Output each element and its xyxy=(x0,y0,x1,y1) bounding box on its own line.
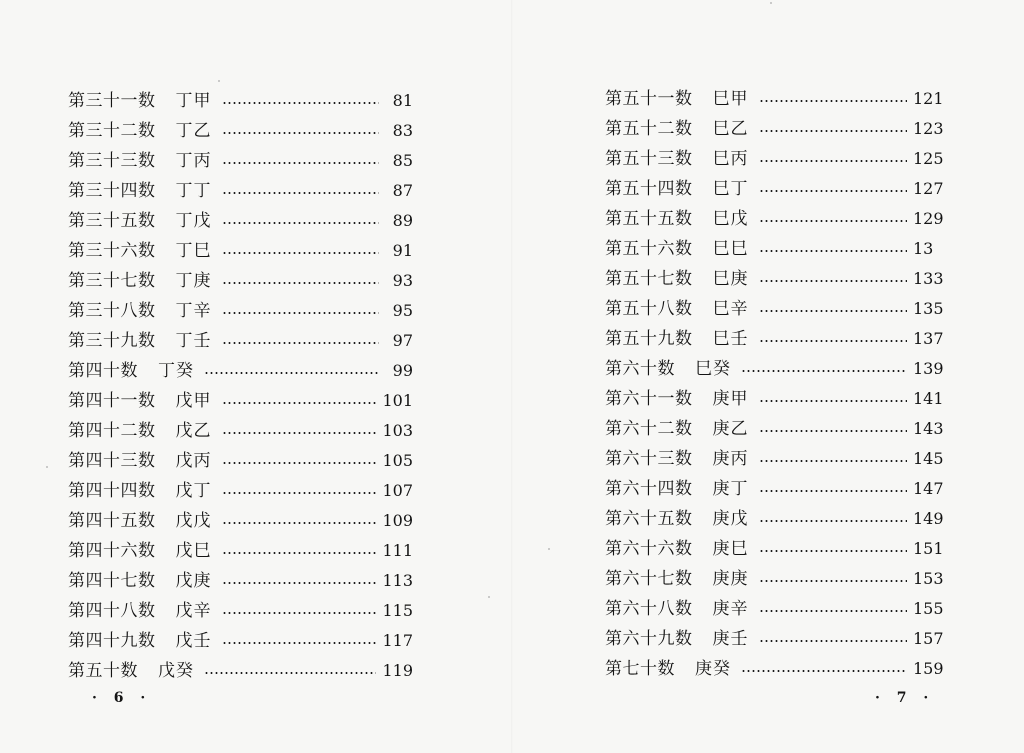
toc-entry xyxy=(605,654,945,684)
entry-page-number: 123 xyxy=(913,119,944,138)
dot-leader xyxy=(759,640,908,642)
dot-leader xyxy=(741,370,907,372)
entry-number: 第四十四数 xyxy=(68,481,156,501)
toc-entry xyxy=(68,626,413,656)
entry-number: 第三十三数 xyxy=(68,151,156,171)
entry-number: 第六十八数 xyxy=(605,599,693,619)
dot-leader xyxy=(759,250,908,252)
entry-stems: 戊辛 xyxy=(175,601,212,621)
entry-stems: 戊戊 xyxy=(175,511,212,531)
dot-leader xyxy=(759,430,908,432)
dot-leader xyxy=(204,672,376,674)
dot-leader xyxy=(759,340,908,342)
entry-page-number: 93 xyxy=(392,271,413,290)
dot-leader xyxy=(222,552,377,554)
entry-page-number: 141 xyxy=(913,389,944,408)
toc-entry xyxy=(605,84,945,114)
entry-stems: 丁壬 xyxy=(175,331,212,351)
entry-stems: 巳丁 xyxy=(712,179,749,199)
entry-number: 第三十八数 xyxy=(68,301,156,321)
entry-number: 第四十七数 xyxy=(68,571,156,591)
entry-page-number: 99 xyxy=(392,361,413,380)
entry-number: 第四十二数 xyxy=(68,421,156,441)
entry-number: 第七十数 xyxy=(605,659,675,679)
entry-stems: 丁戊 xyxy=(175,211,212,231)
entry-page-number: 109 xyxy=(382,511,413,530)
entry-stems: 庚丁 xyxy=(712,479,749,499)
entry-number: 第四十六数 xyxy=(68,541,156,561)
dot-leader xyxy=(759,310,908,312)
entry-number: 第六十一数 xyxy=(605,389,693,409)
dot-leader xyxy=(222,492,377,494)
entry-stems: 戊巳 xyxy=(175,541,212,561)
toc-entry xyxy=(605,174,945,204)
entry-number: 第四十一数 xyxy=(68,391,156,411)
dot-leader xyxy=(222,432,377,434)
toc-entry xyxy=(68,266,413,296)
entry-stems: 庚丙 xyxy=(712,449,749,469)
table-of-contents xyxy=(605,84,945,684)
toc-entry xyxy=(605,444,945,474)
dot-leader xyxy=(759,520,908,522)
entry-number: 第五十一数 xyxy=(605,89,693,109)
entry-stems: 丁丙 xyxy=(175,151,212,171)
dot-leader xyxy=(222,402,377,404)
entry-number: 第四十三数 xyxy=(68,451,156,471)
entry-number: 第六十三数 xyxy=(605,449,693,469)
toc-entry xyxy=(68,296,413,326)
entry-number: 第五十四数 xyxy=(605,179,693,199)
entry-page-number: 101 xyxy=(382,391,413,410)
entry-page-number: 137 xyxy=(913,329,944,348)
dot-leader xyxy=(222,252,380,254)
dot-leader xyxy=(222,642,377,644)
dot-leader xyxy=(759,220,908,222)
toc-entry xyxy=(605,234,945,264)
dot-leader xyxy=(759,100,908,102)
page-number: · 6 · xyxy=(92,690,152,706)
entry-page-number: 119 xyxy=(382,661,413,680)
entry-page-number: 103 xyxy=(382,421,413,440)
entry-stems: 巳辛 xyxy=(712,299,749,319)
entry-page-number: 81 xyxy=(392,91,413,110)
entry-page-number: 151 xyxy=(913,539,944,558)
toc-entry xyxy=(605,204,945,234)
paper-speck xyxy=(46,466,48,468)
toc-entry xyxy=(605,354,945,384)
paper-speck xyxy=(770,2,772,4)
entry-page-number: 95 xyxy=(392,301,413,320)
toc-entry xyxy=(68,116,413,146)
entry-number: 第三十七数 xyxy=(68,271,156,291)
entry-stems: 巳壬 xyxy=(712,329,749,349)
entry-stems: 丁甲 xyxy=(175,91,212,111)
entry-page-number: 147 xyxy=(913,479,944,498)
toc-entry xyxy=(605,414,945,444)
entry-stems: 庚癸 xyxy=(695,659,731,679)
entry-stems: 戊癸 xyxy=(158,661,194,681)
entry-stems: 庚辛 xyxy=(712,599,749,619)
entry-stems: 庚戊 xyxy=(712,509,749,529)
entry-page-number: 105 xyxy=(382,451,413,470)
entry-stems: 戊壬 xyxy=(175,631,212,651)
entry-page-number: 115 xyxy=(382,601,413,620)
entry-page-number: 97 xyxy=(392,331,413,350)
entry-number: 第六十六数 xyxy=(605,539,693,559)
entry-page-number: 159 xyxy=(913,659,944,678)
entry-stems: 戊甲 xyxy=(175,391,212,411)
entry-page-number: 135 xyxy=(913,299,944,318)
entry-number: 第六十四数 xyxy=(605,479,693,499)
toc-entry xyxy=(605,474,945,504)
entry-number: 第三十九数 xyxy=(68,331,156,351)
entry-stems: 戊庚 xyxy=(175,571,212,591)
dot-leader xyxy=(759,400,908,402)
entry-page-number: 89 xyxy=(392,211,413,230)
entry-page-number: 13 xyxy=(913,239,934,258)
entry-stems: 戊乙 xyxy=(175,421,212,441)
toc-entry xyxy=(68,146,413,176)
toc-entry xyxy=(68,656,413,686)
entry-page-number: 143 xyxy=(913,419,944,438)
toc-entry xyxy=(68,176,413,206)
entry-page-number: 155 xyxy=(913,599,944,618)
entry-number: 第五十五数 xyxy=(605,209,693,229)
dot-leader xyxy=(741,670,907,672)
entry-number: 第四十数 xyxy=(68,361,138,381)
toc-entry xyxy=(605,144,945,174)
entry-stems: 巳乙 xyxy=(712,119,749,139)
entry-page-number: 139 xyxy=(913,359,944,378)
entry-page-number: 127 xyxy=(913,179,944,198)
toc-entry xyxy=(68,506,413,536)
entry-page-number: 121 xyxy=(913,89,944,108)
entry-page-number: 87 xyxy=(392,181,413,200)
entry-number: 第三十一数 xyxy=(68,91,156,111)
toc-entry xyxy=(68,596,413,626)
dot-leader xyxy=(222,132,380,134)
toc-entry xyxy=(68,236,413,266)
dot-leader xyxy=(759,550,908,552)
toc-entry xyxy=(605,114,945,144)
entry-number: 第三十四数 xyxy=(68,181,156,201)
entry-page-number: 83 xyxy=(392,121,413,140)
entry-number: 第四十五数 xyxy=(68,511,156,531)
dot-leader xyxy=(759,130,908,132)
dot-leader xyxy=(222,522,377,524)
entry-page-number: 117 xyxy=(382,631,413,650)
toc-entry xyxy=(605,294,945,324)
entry-stems: 庚甲 xyxy=(712,389,749,409)
left-page xyxy=(0,0,511,753)
toc-entry xyxy=(605,564,945,594)
entry-stems: 巳丙 xyxy=(712,149,749,169)
dot-leader xyxy=(759,610,908,612)
toc-entry xyxy=(68,536,413,566)
right-page xyxy=(513,0,1024,753)
entry-number: 第六十五数 xyxy=(605,509,693,529)
entry-number: 第三十五数 xyxy=(68,211,156,231)
dot-leader xyxy=(222,162,380,164)
entry-number: 第四十九数 xyxy=(68,631,156,651)
dot-leader xyxy=(759,190,908,192)
toc-entry xyxy=(68,386,413,416)
entry-number: 第三十六数 xyxy=(68,241,156,261)
dot-leader xyxy=(222,192,380,194)
page-number: · 7 · xyxy=(875,690,935,706)
entry-page-number: 125 xyxy=(913,149,944,168)
entry-stems: 巳甲 xyxy=(712,89,749,109)
entry-page-number: 153 xyxy=(913,569,944,588)
entry-number: 第六十七数 xyxy=(605,569,693,589)
entry-number: 第六十二数 xyxy=(605,419,693,439)
entry-page-number: 85 xyxy=(392,151,413,170)
entry-number: 第四十八数 xyxy=(68,601,156,621)
entry-number: 第五十八数 xyxy=(605,299,693,319)
dot-leader xyxy=(759,460,908,462)
dot-leader xyxy=(222,582,377,584)
toc-entry xyxy=(605,624,945,654)
entry-stems: 戊丙 xyxy=(175,451,212,471)
toc-entry xyxy=(68,86,413,116)
entry-stems: 丁乙 xyxy=(175,121,212,141)
toc-entry xyxy=(605,324,945,354)
entry-number: 第五十九数 xyxy=(605,329,693,349)
dot-leader xyxy=(222,222,380,224)
toc-entry xyxy=(68,356,413,386)
entry-stems: 巳癸 xyxy=(695,359,731,379)
entry-stems: 丁辛 xyxy=(175,301,212,321)
entry-number: 第五十数 xyxy=(68,661,138,681)
entry-page-number: 113 xyxy=(382,571,413,590)
dot-leader xyxy=(222,282,380,284)
entry-page-number: 91 xyxy=(392,241,413,260)
dot-leader xyxy=(222,462,377,464)
entry-page-number: 149 xyxy=(913,509,944,528)
entry-stems: 巳巳 xyxy=(712,239,749,259)
entry-stems: 巳庚 xyxy=(712,269,749,289)
paper-speck xyxy=(548,548,550,550)
toc-entry xyxy=(68,326,413,356)
toc-entry xyxy=(605,534,945,564)
dot-leader xyxy=(759,580,908,582)
entry-stems: 丁癸 xyxy=(158,361,194,381)
entry-page-number: 133 xyxy=(913,269,944,288)
entry-stems: 庚巳 xyxy=(712,539,749,559)
toc-entry xyxy=(605,264,945,294)
entry-stems: 丁庚 xyxy=(175,271,212,291)
dot-leader xyxy=(759,280,908,282)
dot-leader xyxy=(222,612,377,614)
paper-speck xyxy=(218,80,220,82)
entry-stems: 戊丁 xyxy=(175,481,212,501)
dot-leader xyxy=(759,490,908,492)
entry-stems: 丁丁 xyxy=(175,181,212,201)
entry-page-number: 157 xyxy=(913,629,944,648)
entry-number: 第六十九数 xyxy=(605,629,693,649)
dot-leader xyxy=(222,342,380,344)
toc-entry xyxy=(68,446,413,476)
entry-page-number: 129 xyxy=(913,209,944,228)
toc-entry xyxy=(68,416,413,446)
entry-page-number: 107 xyxy=(382,481,413,500)
toc-entry xyxy=(68,206,413,236)
entry-stems: 丁巳 xyxy=(175,241,212,261)
entry-number: 第五十二数 xyxy=(605,119,693,139)
dot-leader xyxy=(759,160,908,162)
entry-stems: 庚庚 xyxy=(712,569,749,589)
dot-leader xyxy=(204,372,379,374)
entry-page-number: 145 xyxy=(913,449,944,468)
paper-speck xyxy=(488,596,490,598)
entry-number: 第五十三数 xyxy=(605,149,693,169)
toc-entry xyxy=(68,566,413,596)
toc-entry xyxy=(68,476,413,506)
toc-entry xyxy=(605,594,945,624)
entry-stems: 庚壬 xyxy=(712,629,749,649)
toc-entry xyxy=(605,384,945,414)
table-of-contents xyxy=(68,86,413,686)
entry-number: 第五十七数 xyxy=(605,269,693,289)
entry-page-number: 111 xyxy=(382,541,413,560)
dot-leader xyxy=(222,312,380,314)
entry-number: 第五十六数 xyxy=(605,239,693,259)
dot-leader xyxy=(222,102,380,104)
toc-entry xyxy=(605,504,945,534)
entry-stems: 巳戊 xyxy=(712,209,749,229)
entry-stems: 庚乙 xyxy=(712,419,749,439)
entry-number: 第三十二数 xyxy=(68,121,156,141)
entry-number: 第六十数 xyxy=(605,359,675,379)
